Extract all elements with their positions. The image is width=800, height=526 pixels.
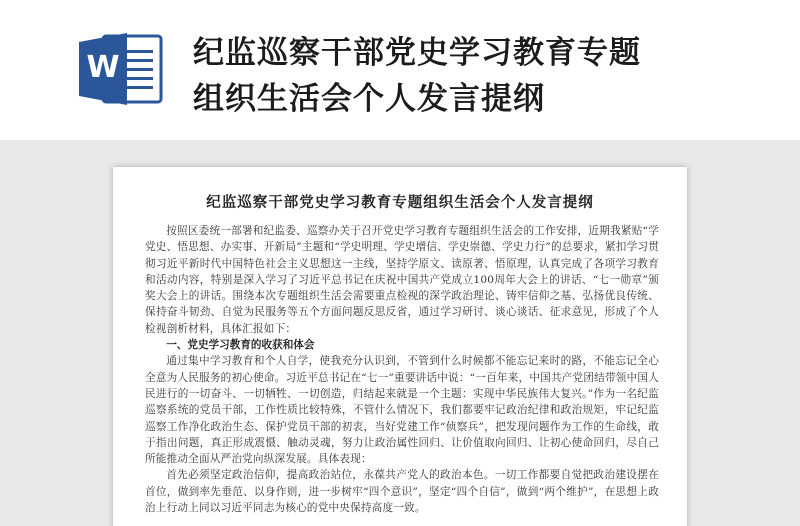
paragraph: 首先必须坚定政治信仰，提高政治站位，永葆共产党人的政治本色。一切工作都要自觉把政治建设摆在首位，做到率先垂范、以身作则，进一步树牢“四个意识”，坚定“四个自信”，做到“两个维护”，在思想上政治上行动上同以习近平同志为核心的党中央保持高度一致。 — [145, 469, 659, 515]
document-body — [145, 223, 659, 516]
paragraph: 按照区委统一部署和纪监委、巡察办关于召开党史学习教育专题组织生活会的工作安排，近期我紧贴“学党史、悟思想、办实事、开新局”主题和“学史明理、学史增信、学史崇德、学史力行”的总要求，紧扣学习贯彻习近平新时代中国特色社会主义思想这一主线，坚持学原文、读原著、悟原理，认真完成了各项学习教育和活动内容，特别是深入学习了习近平总书记在庆祝中国共产党成立100周年大会上的讲话、“七一勋章”颁奖大会上的讲话。围绕本次专题组织生活会需要重点检视的深学政治理论、铸牢信仰之基、弘扬优良传统、保持奋斗韧劲、自觉为民服务等五个方面问题反思反省，通过学习研讨、谈心谈话、征求意见，形成了个人检视剖析材料，具体汇报如下： — [145, 225, 659, 335]
word-icon-letter: W — [86, 50, 120, 85]
page-title-line-1: 纪监巡察干部党史学习教育专题 — [193, 35, 641, 71]
paragraph: 通过集中学习教育和个人自学，使我充分认识到，不管到什么时候都不能忘记来时的路，不能忘记全心全意为人民服务的初心使命。习近平总书记在“七一”重要讲话中说：“一百年来，中国共产党团结带领中国人民进行的一切奋斗、一切牺牲、一切创造，归结起来就是一个主题：实现中华民族伟大复兴。”作为一名纪监巡察系统的党员干部，工作性质比较特殊，不管什么情况下，我们都要牢记政治纪律和政治规矩，牢记纪监巡察工作净化政治生态、保护党员干部的初衷，当好党建工作“侦察兵”，把发现问题作为工作的生命线，敢于指出问题，真正形成震慑、触动灵魂，努力让政治属性回归、让价值取向回归、让初心使命回归，尽自己所能推动全面从严治党向纵深发展。具体表现： — [145, 355, 659, 466]
page-title — [193, 30, 783, 122]
document-page — [113, 167, 687, 526]
header — [0, 0, 800, 140]
document-title: 纪监巡察干部党史学习教育专题组织生活会个人发言提纲 — [206, 194, 594, 211]
section-heading: 一、党史学习教育的收获和体会 — [166, 339, 315, 352]
page-title-line-2: 组织生活会个人发言提纲 — [193, 81, 545, 117]
word-document-icon — [77, 30, 165, 108]
document-preview-area — [0, 140, 800, 526]
